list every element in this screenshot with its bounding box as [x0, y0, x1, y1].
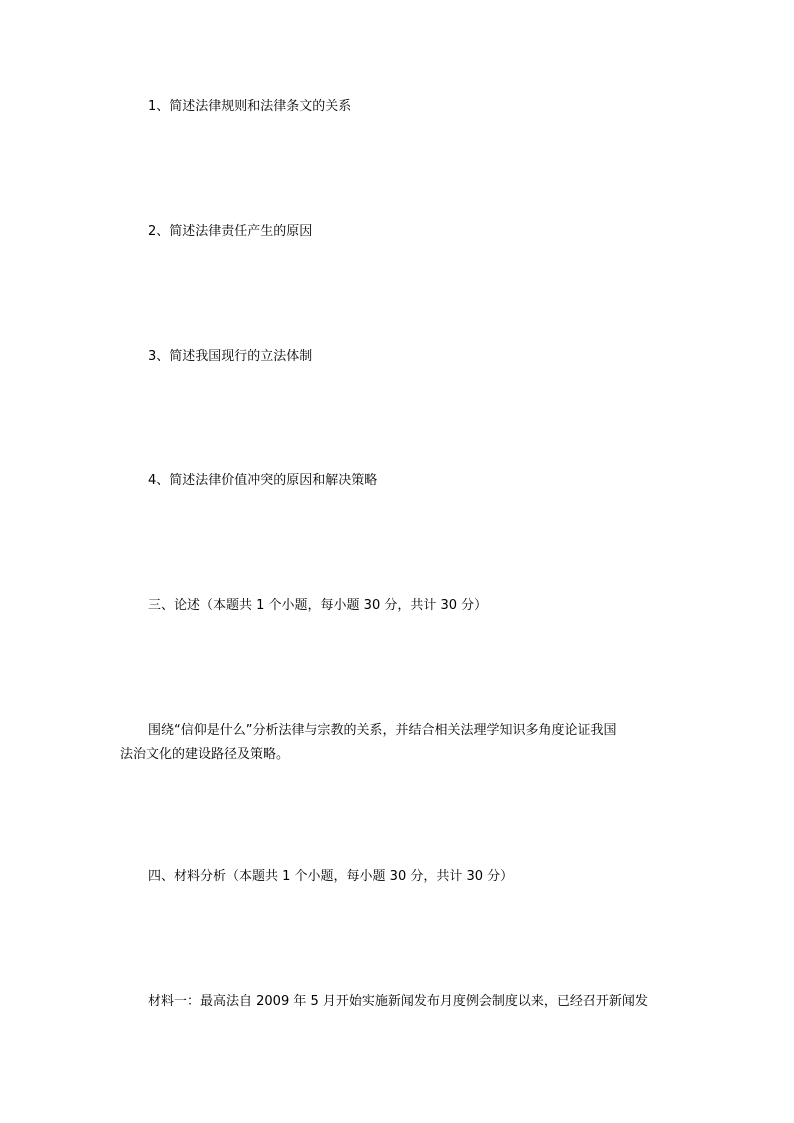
section-4-heading: 四、材料分析（本题共 1 个小题，每小题 30 分，共计 30 分）	[148, 869, 514, 884]
section-3-heading: 三、论述（本题共 1 个小题，每小题 30 分，共计 30 分）	[148, 598, 488, 613]
question-4: 4、简述法律价值冲突的原因和解决策略	[148, 473, 378, 488]
question-2: 2、简述法律责任产生的原因	[148, 224, 313, 239]
question-1: 1、简述法律规则和法律条文的关系	[148, 99, 352, 114]
section-3-prompt-line-1: 围绕“信仰是什么”分析法律与宗教的关系，并结合相关法理学知识多角度论证我国	[148, 723, 617, 738]
section-4-material-line-1: 材料一：最高法自 2009 年 5 月开始实施新闻发布月度例会制度以来，已经召开新闻发	[148, 994, 648, 1009]
section-3-prompt-line-2: 法治文化的建设路径及策略。	[120, 747, 290, 762]
question-3: 3、简述我国现行的立法体制	[148, 349, 313, 364]
